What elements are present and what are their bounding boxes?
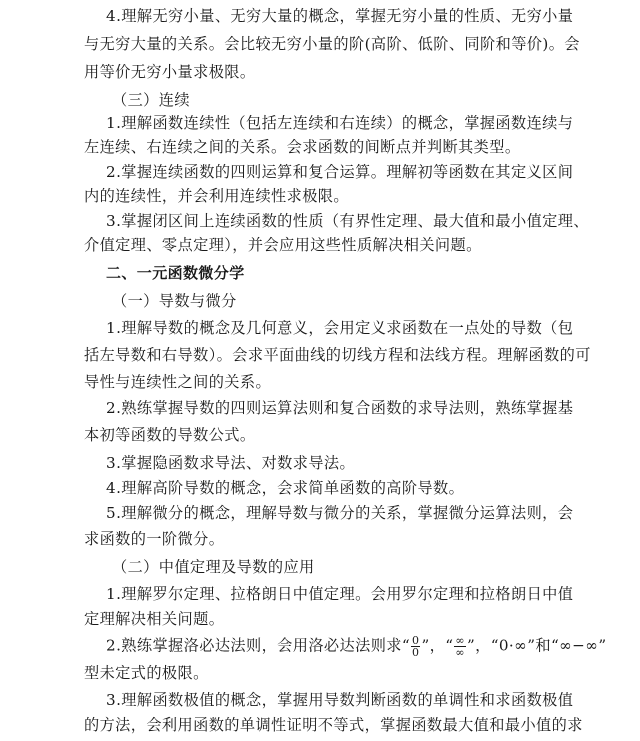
fraction-inf-over-inf: $\frac{\infty}{\infty}$ [455,634,465,659]
paragraph-line: 内的连续性，并会利用连续性求极限。 [84,187,349,205]
paragraph-line: 导性与连续性之间的关系。 [84,373,272,391]
paragraph-line: 的方法，会利用函数的单调性证明不等式，掌握函数最大值和最小值的求 [84,716,583,734]
paragraph-line: 括左导数和右导数）。会求平面曲线的切线方程和法线方程。理解函数的可 [84,346,591,364]
formula-separator: ”，“ [421,636,454,655]
paragraph-line: 4.理解无穷小量、无穷大量的概念，掌握无穷小量的性质、无穷小量 [106,7,574,25]
paragraph-line: 用等价无穷小量求极限。 [84,63,256,81]
paragraph-line: 介值定理、零点定理），并会应用这些性质解决相关问题。 [84,236,482,254]
paragraph-line: 定理解决相关问题。 [84,610,225,628]
paragraph-line: 本初等函数的导数公式。 [84,426,256,444]
paragraph-line: 1.理解罗尔定理、拉格朗日中值定理。会用罗尔定理和拉格朗日中值 [106,585,574,603]
paragraph-line: 求函数的一阶微分。 [84,530,225,548]
paragraph-line: 4.理解高阶导数的概念，会求简单函数的高阶导数。 [106,479,465,497]
chapter-heading: 二、一元函数微分学 [106,264,245,282]
formula-rest-text: ”，“0·∞”和“∞−∞” [466,636,607,655]
paragraph-line: 3.掌握隐函数求导法、对数求导法。 [106,454,356,472]
paragraph-line: 5.理解微分的概念，理解导数与微分的关系，掌握微分运算法则，会 [106,504,574,522]
paragraph-line: 左连续、右连续之间的关系。会求函数的间断点并判断其类型。 [84,138,521,156]
section-heading: （二）中值定理及导数的应用 [112,558,315,576]
paragraph-line: 2.熟练掌握导数的四则运算法则和复合函数的求导法则，熟练掌握基 [106,399,574,417]
paragraph-line: 1.理解导数的概念及几何意义，会用定义求函数在一点处的导数（包 [106,319,574,337]
paragraph-line: 与无穷大量的关系。会比较无穷小量的阶(高阶、低阶、同阶和等价)。会 [84,35,580,53]
fraction-zero-over-zero: $\frac{0}{0}$ [412,634,420,659]
paragraph-line: 3.掌握闭区间上连续函数的性质（有界性定理、最大值和最小值定理、 [106,212,589,230]
paragraph-line: 2.掌握连续函数的四则运算和复合运算。理解初等函数在其定义区间 [106,163,574,181]
paragraph-line: 型未定式的极限。 [84,664,209,682]
section-heading: （一）导数与微分 [112,292,237,310]
formula-line [106,634,607,659]
paragraph-line: 1.理解函数连续性（包括左连续和右连续）的概念，掌握函数连续与 [106,114,574,132]
section-heading: （三）连续 [112,91,190,109]
paragraph-line: 3.理解函数极值的概念，掌握用导数判断函数的单调性和求函数极值 [106,691,574,709]
formula-lead-text: 2.熟练掌握洛必达法则，会用洛必达法则求“ [106,636,411,655]
